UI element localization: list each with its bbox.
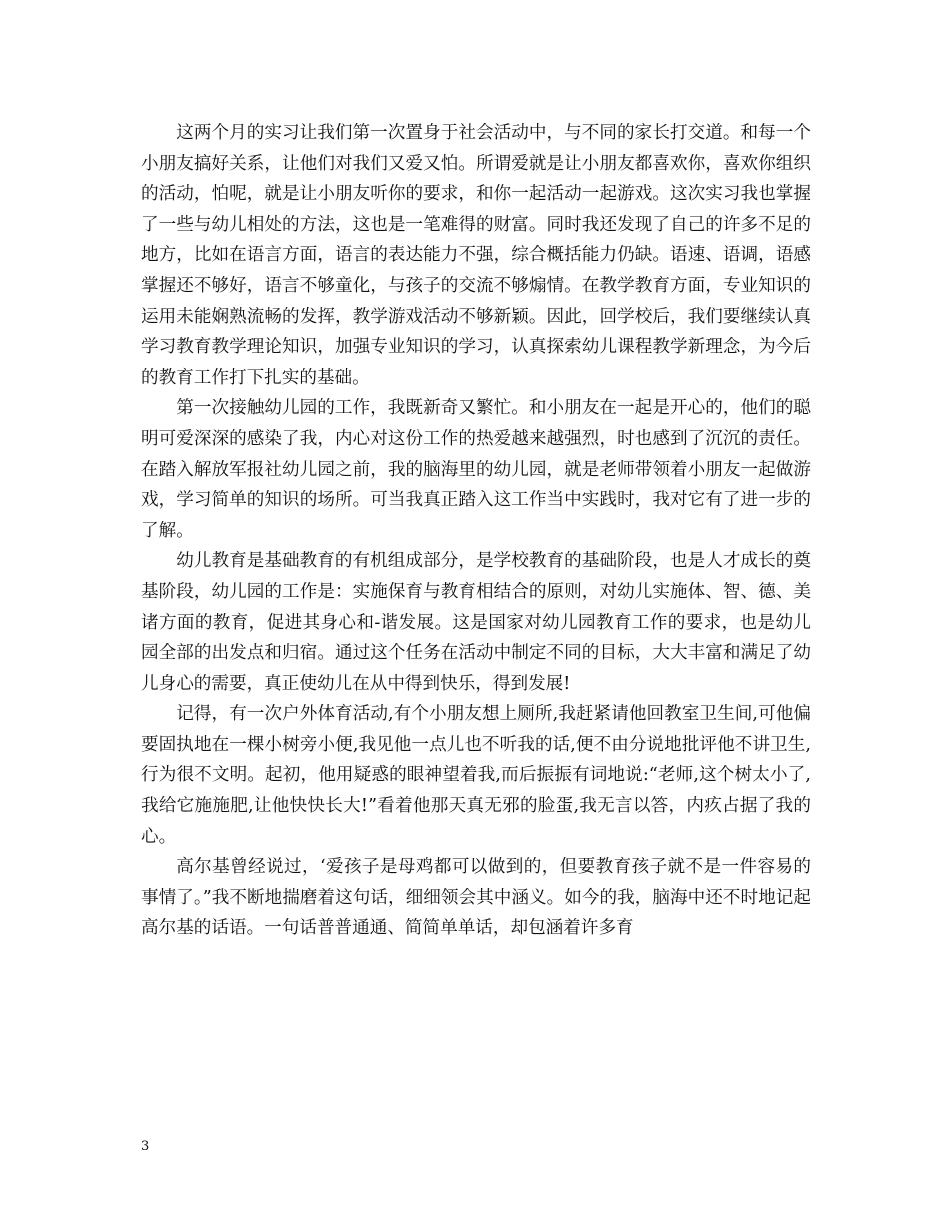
paragraph-5: 高尔基曾经说过，‘爱孩子是母鸡都可以做到的，但要教育孩子就不是一件容易的事情了。”我不断地揣磨着这句话，细细领会其中涵义。如今的我，脑海中还不时地记起高尔基的话语。一句话普普通通、简简单单话，却包涵着许多育 [141,857,811,939]
paragraph-3: 幼儿教育是基础教育的有机组成部分，是学校教育的基础阶段，也是人才成长的奠基阶段，幼儿园的工作是：实施保育与教育相结合的原则，对幼儿实施体、智、德、美诸方面的教育，促进其身心和-谐发展。这是国家对幼儿园教育工作的要求，也是幼儿园全部的出发点和归宿。通过这个任务在活动中制定不同的目标，大大丰富和满足了幼儿身心的需要，真正使幼儿在从中得到快乐，得到发展! [141,551,811,694]
paragraph-2: 第一次接触幼儿园的工作，我既新奇又繁忙。和小朋友在一起是开心的，他们的聪明可爱深深的感染了我，内心对这份工作的热爱越来越强烈，时也感到了沉沉的责任。在踏入解放军报社幼儿园之前，我的脑海里的幼儿园，就是老师带领着小朋友一起做游戏，学习简单的知识的场所。可当我真正踏入这工作当中实践时，我对它有了进一步的了解。 [141,398,811,541]
body-text [141,118,811,944]
paragraph-1: 这两个月的实习让我们第一次置身于社会活动中，与不同的家长打交道。和每一个小朋友搞好关系，让他们对我们又爱又怕。所谓爱就是让小朋友都喜欢你，喜欢你组织的活动，怕呢，就是让小朋友听你的要求，和你一起活动一起游戏。这次实习我也掌握了一些与幼儿相处的方法，这也是一笔难得的财富。同时我还发现了自己的许多不足的地方，比如在语言方面，语言的表达能力不强，综合概括能力仍缺。语速、语调，语感掌握还不够好，语言不够童化，与孩子的交流不够煽情。在教学教育方面，专业知识的运用未能娴熟流畅的发挥，教学游戏活动不够新颖。因此，回学校后，我们要继续认真学习教育教学理论知识，加强专业知识的学习，认真探索幼儿课程教学新理念，为今后的教育工作打下扎实的基础。 [141,123,811,388]
paragraph-4: 记得，有一次户外体育活动,有个小朋友想上厕所,我赶紧请他回教室卫生间,可他偏要固执地在一棵小树旁小便,我见他一点儿也不听我的话,便不由分说地批评他不讲卫生,行为很不文明。起初，他用疑惑的眼神望着我,而后振振有词地说:“老师,这个树太小了,我给它施施肥,让他快快长大!”看着他那天真无邪的脸蛋,我无言以答，内疚占据了我的心。 [141,704,811,847]
page-number: 3 [141,1139,150,1154]
